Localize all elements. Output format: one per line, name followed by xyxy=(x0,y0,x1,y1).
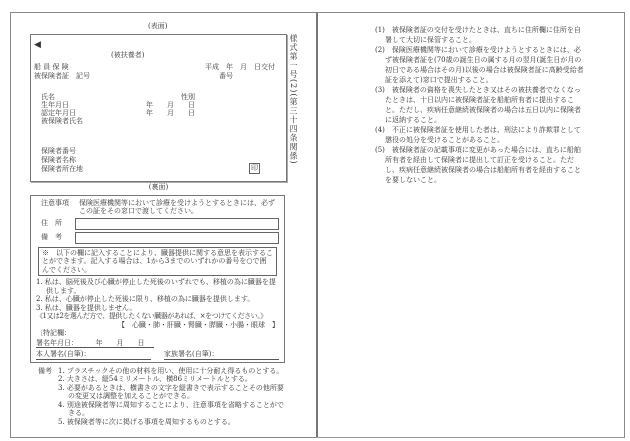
front-heading: (表面) xyxy=(148,22,168,30)
birth-ymd: 年 月 日 xyxy=(146,101,195,109)
card-title: 船 員 保 険 xyxy=(34,63,69,71)
insured-name-label: 被保険者氏名 xyxy=(41,117,83,125)
note-item: 1. プラスチックその他の材料を用い、使用に十分耐え得るものとする。 xyxy=(58,366,284,375)
insurer-number-label: 保険者番号 xyxy=(41,147,76,155)
right-notices xyxy=(375,25,585,185)
sex-label: 性別 xyxy=(181,93,195,101)
name-label: 氏名 xyxy=(41,93,55,101)
right-item: (1) 被保険者証の交付を受けたときは、直ちに住所欄に住所を自署して大切に保管すること。 xyxy=(375,26,581,44)
cert-label: 認定年月日 xyxy=(41,109,76,117)
notes-label: 備考 xyxy=(38,366,52,375)
note-item: 5. 被保険者等に次に掲げる事項を周知するものとする。 xyxy=(58,417,235,426)
card-front xyxy=(30,34,287,182)
right-item: (2) 保険医療機関等において診療を受けようとするときには、必ず被保険者証を(70歳の誕生日の属する月の翌月(誕生日が月の初日である場合はその月)以後の場合は被保険者証に高齢受給者証を添えて)窓口で提出すること。 xyxy=(375,46,584,84)
dependent-label: (被扶養者) xyxy=(111,51,145,59)
card-symbol-label: 被保険者証 記号 xyxy=(34,72,90,80)
note-item: 3. 必要があるときは、横書きの文字を縦書きで表示することその他所要の変更又は調整を加えることができる。 xyxy=(58,383,284,400)
insurer-address-label: 保険者所在地 xyxy=(41,165,83,173)
note-item: 4. 別途被保険者等に周知することにより、注意事項を省略することができる。 xyxy=(58,400,284,417)
right-item: (4) 不正に被保険者証を使用した者は、刑法により詐欺罪として懲役の処分を受けることがあること。 xyxy=(375,126,581,144)
organ-option-2[interactable]: 2. 私は、心臓が停止した死後に限り、移植の為に臓器を提供します。 xyxy=(36,295,255,303)
back-heading: (裏面) xyxy=(148,183,169,191)
insurer-name-label: 保険者名称 xyxy=(41,156,76,164)
address-field[interactable] xyxy=(75,218,279,230)
back-section xyxy=(30,183,287,426)
right-item: (5) 被保険者証の記載事項に変更があった場合には、直ちに船舶所有者を経由して保険者に提出して訂正を受けること。ただし、疾病任意継続被保険者の場合は船舶所有者を経由することを要しないこと。 xyxy=(375,146,581,184)
right-item: (3) 被保険者の資格を喪失したとき又はその被扶養者でなくなったときは、十日以内に被保険者証を船舶所有者に提出すること。ただし、疾病任意継続被保険者の場合は五日以内に保険者に返納すること。 xyxy=(375,86,581,124)
notice-text: 保険医療機関等において診療を受けようとするときには、必ずこの証をその窓口で渡してください。 xyxy=(79,198,275,215)
notes-list xyxy=(58,367,287,427)
number-label: 番号 xyxy=(219,72,233,80)
organ-notice: ※ 以下の欄に記入することにより、臓器提供に関する意思を表示することができます。記入する場合は、1から3までのいずれかの番号を○で囲んでください。 xyxy=(38,247,277,277)
organ-option-1[interactable]: 1. 私は、脳死後及び心臓が停止した死後のいずれでも、移植の為に臓器を提供します。 xyxy=(36,278,276,295)
remarks-label: 備 考 xyxy=(41,233,62,242)
birth-label: 生年月日 xyxy=(41,101,69,109)
organ-option-3[interactable]: 3. 私は、臓器を提供しません。 xyxy=(36,303,137,312)
sign-date[interactable]: 署名年月日： 年 月 日 xyxy=(36,339,154,349)
cert-ymd: 年 月 日 xyxy=(146,109,195,117)
issue-date: 平成 年 月 日交付 xyxy=(205,63,275,71)
notice-label: 注意事項 xyxy=(41,198,69,207)
seal-box: 印 xyxy=(251,164,258,172)
card-back xyxy=(30,195,285,363)
form-number-label: 様式第一号(2)(第三十四条関係) xyxy=(289,34,298,165)
note-item: 2. 大きさは、縦54ミリメートル、横86ミリメートルとする。 xyxy=(58,375,252,383)
special-remarks: 〔特記欄： xyxy=(36,329,71,337)
remarks-field[interactable] xyxy=(75,232,279,244)
notes-section xyxy=(30,367,287,427)
address-label: 住 所 xyxy=(41,219,62,228)
organ-list[interactable]: 【 心臓・肺・肝臓・腎臓・膵臓・小腸・眼球 】 xyxy=(118,320,279,329)
organ-option-note: 《1又は2を選んだ方で、提供したくない臓器があれば、×をつけてください。》 xyxy=(36,312,267,320)
family-signature[interactable]: 家族署名(自筆)： xyxy=(164,350,279,360)
self-signature[interactable]: 本人署名(自筆)： xyxy=(36,350,151,360)
triangle-marker-icon: ◀ xyxy=(34,40,41,50)
